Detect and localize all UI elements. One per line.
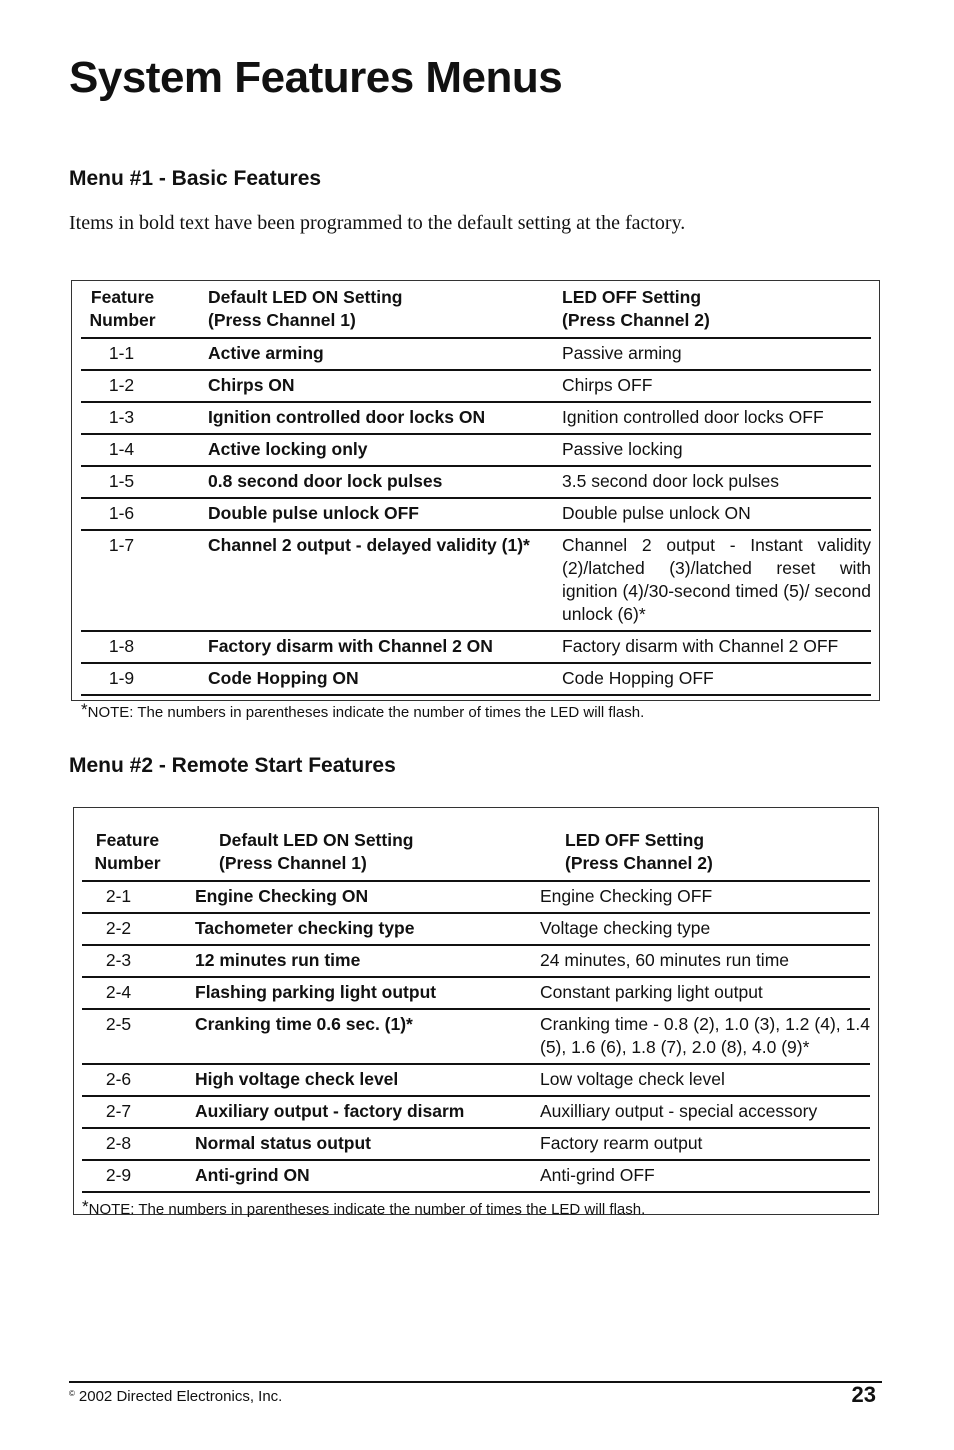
footer-copyright: © 2002 Directed Electronics, Inc.: [69, 1388, 283, 1405]
default-on-cell: Factory disarm with Channel 2 ON: [208, 631, 562, 663]
table-row: [81, 663, 871, 695]
table-row: [82, 1096, 870, 1128]
default-on-cell: Active locking only: [208, 434, 562, 466]
default-on-cell: High voltage check level: [195, 1064, 540, 1096]
table-row: [81, 498, 871, 530]
table-row: [81, 466, 871, 498]
col-header-feature-number: Feature Number: [89, 287, 156, 330]
table-row: [82, 1064, 870, 1096]
menu2-heading: Menu #2 - Remote Start Features: [69, 754, 396, 777]
default-on-cell: Auxiliary output - factory disarm: [195, 1096, 540, 1128]
default-on-cell: Channel 2 output - delayed validity (1)*: [208, 530, 562, 631]
default-on-cell: Ignition controlled door locks ON: [208, 402, 562, 434]
col-header-default-on: Default LED ON Setting (Press Channel 1): [208, 287, 403, 330]
default-on-cell: Active arming: [208, 338, 562, 370]
led-off-cell: Cranking time - 0.8 (2), 1.0 (3), 1.2 (4), 1.4 (5), 1.6 (6), 1.8 (7), 2.0 (8), 4.0 (9)*: [540, 1009, 870, 1064]
table-row: [81, 434, 871, 466]
col-header-default-on: Default LED ON Setting (Press Channel 1): [219, 830, 414, 873]
feature-number-cell: 1-6: [81, 498, 208, 530]
menu2-note: *NOTE: The numbers in parentheses indicate the number of times the LED will flash.: [82, 1192, 870, 1224]
menu1-note-row: [81, 695, 871, 727]
led-off-cell: Passive arming: [562, 338, 871, 370]
feature-number-cell: 2-8: [82, 1128, 195, 1160]
table-row: [82, 881, 870, 913]
page-number: 23: [851, 1382, 876, 1407]
feature-number-cell: 2-6: [82, 1064, 195, 1096]
feature-number-cell: 2-3: [82, 945, 195, 977]
led-off-cell: Low voltage check level: [540, 1064, 870, 1096]
led-off-cell: Auxilliary output - special accessory: [540, 1096, 870, 1128]
led-off-cell: Anti-grind OFF: [540, 1160, 870, 1192]
table-row: [81, 370, 871, 402]
menu1-table: [81, 283, 871, 727]
default-on-cell: Double pulse unlock OFF: [208, 498, 562, 530]
table-row: [82, 977, 870, 1009]
led-off-cell: Factory disarm with Channel 2 OFF: [562, 631, 871, 663]
table-row: [82, 1128, 870, 1160]
default-on-cell: 12 minutes run time: [195, 945, 540, 977]
table-row: [82, 945, 870, 977]
default-on-cell: Flashing parking light output: [195, 977, 540, 1009]
led-off-cell: Engine Checking OFF: [540, 881, 870, 913]
menu1-note: *NOTE: The numbers in parentheses indicate the number of times the LED will flash.: [81, 695, 871, 727]
col-header-led-off: LED OFF Setting (Press Channel 2): [562, 287, 710, 330]
feature-number-cell: 1-4: [81, 434, 208, 466]
led-off-cell: Passive locking: [562, 434, 871, 466]
feature-number-cell: 1-2: [81, 370, 208, 402]
default-on-cell: Anti-grind ON: [195, 1160, 540, 1192]
led-off-cell: Factory rearm output: [540, 1128, 870, 1160]
feature-number-cell: 1-3: [81, 402, 208, 434]
table-row: [81, 631, 871, 663]
feature-number-cell: 2-9: [82, 1160, 195, 1192]
footer-rule: [69, 1381, 882, 1383]
menu2-table-box: [73, 807, 879, 1218]
feature-number-cell: 2-4: [82, 977, 195, 1009]
led-off-cell: Double pulse unlock ON: [562, 498, 871, 530]
feature-number-cell: 2-2: [82, 913, 195, 945]
menu1-table-box: [71, 280, 880, 721]
default-on-cell: Engine Checking ON: [195, 881, 540, 913]
led-off-cell: Code Hopping OFF: [562, 663, 871, 695]
feature-number-cell: 1-7: [81, 530, 208, 631]
led-off-cell: Constant parking light output: [540, 977, 870, 1009]
led-off-cell: Voltage checking type: [540, 913, 870, 945]
table-row: [81, 530, 871, 631]
copyright-symbol: ©: [69, 1389, 75, 1398]
feature-number-cell: 1-8: [81, 631, 208, 663]
menu1-heading: Menu #1 - Basic Features: [69, 167, 322, 190]
feature-number-cell: 2-1: [82, 881, 195, 913]
col-header-feature-number: Feature Number: [94, 830, 161, 873]
led-off-cell: Ignition controlled door locks OFF: [562, 402, 871, 434]
default-on-cell: Cranking time 0.6 sec. (1)*: [195, 1009, 540, 1064]
table-row: [81, 402, 871, 434]
feature-number-cell: 1-9: [81, 663, 208, 695]
led-off-cell: 3.5 second door lock pulses: [562, 466, 871, 498]
feature-number-cell: 2-7: [82, 1096, 195, 1128]
table-row: [82, 1009, 870, 1064]
table-row: [82, 1160, 870, 1192]
table-row: [82, 913, 870, 945]
led-off-cell: Channel 2 output - Instant validity (2)/latched (3)/latched reset with ignition (4)/30-second timed (5)/ second unlock (6)*: [562, 530, 871, 631]
led-off-cell: Chirps OFF: [562, 370, 871, 402]
intro-text: Items in bold text have been programmed to the default setting at the factory.: [69, 212, 686, 234]
table-row: [81, 338, 871, 370]
menu2-header-row: [82, 826, 870, 881]
default-on-cell: 0.8 second door lock pulses: [208, 466, 562, 498]
page-title: System Features Menus: [69, 53, 563, 102]
menu2-table: [82, 826, 870, 1224]
default-on-cell: Tachometer checking type: [195, 913, 540, 945]
menu2-note-row: [82, 1192, 870, 1224]
led-off-cell: 24 minutes, 60 minutes run time: [540, 945, 870, 977]
default-on-cell: Normal status output: [195, 1128, 540, 1160]
feature-number-cell: 1-5: [81, 466, 208, 498]
col-header-led-off: LED OFF Setting (Press Channel 2): [565, 830, 713, 873]
default-on-cell: Code Hopping ON: [208, 663, 562, 695]
menu1-header-row: [81, 283, 871, 338]
feature-number-cell: 1-1: [81, 338, 208, 370]
feature-number-cell: 2-5: [82, 1009, 195, 1064]
default-on-cell: Chirps ON: [208, 370, 562, 402]
